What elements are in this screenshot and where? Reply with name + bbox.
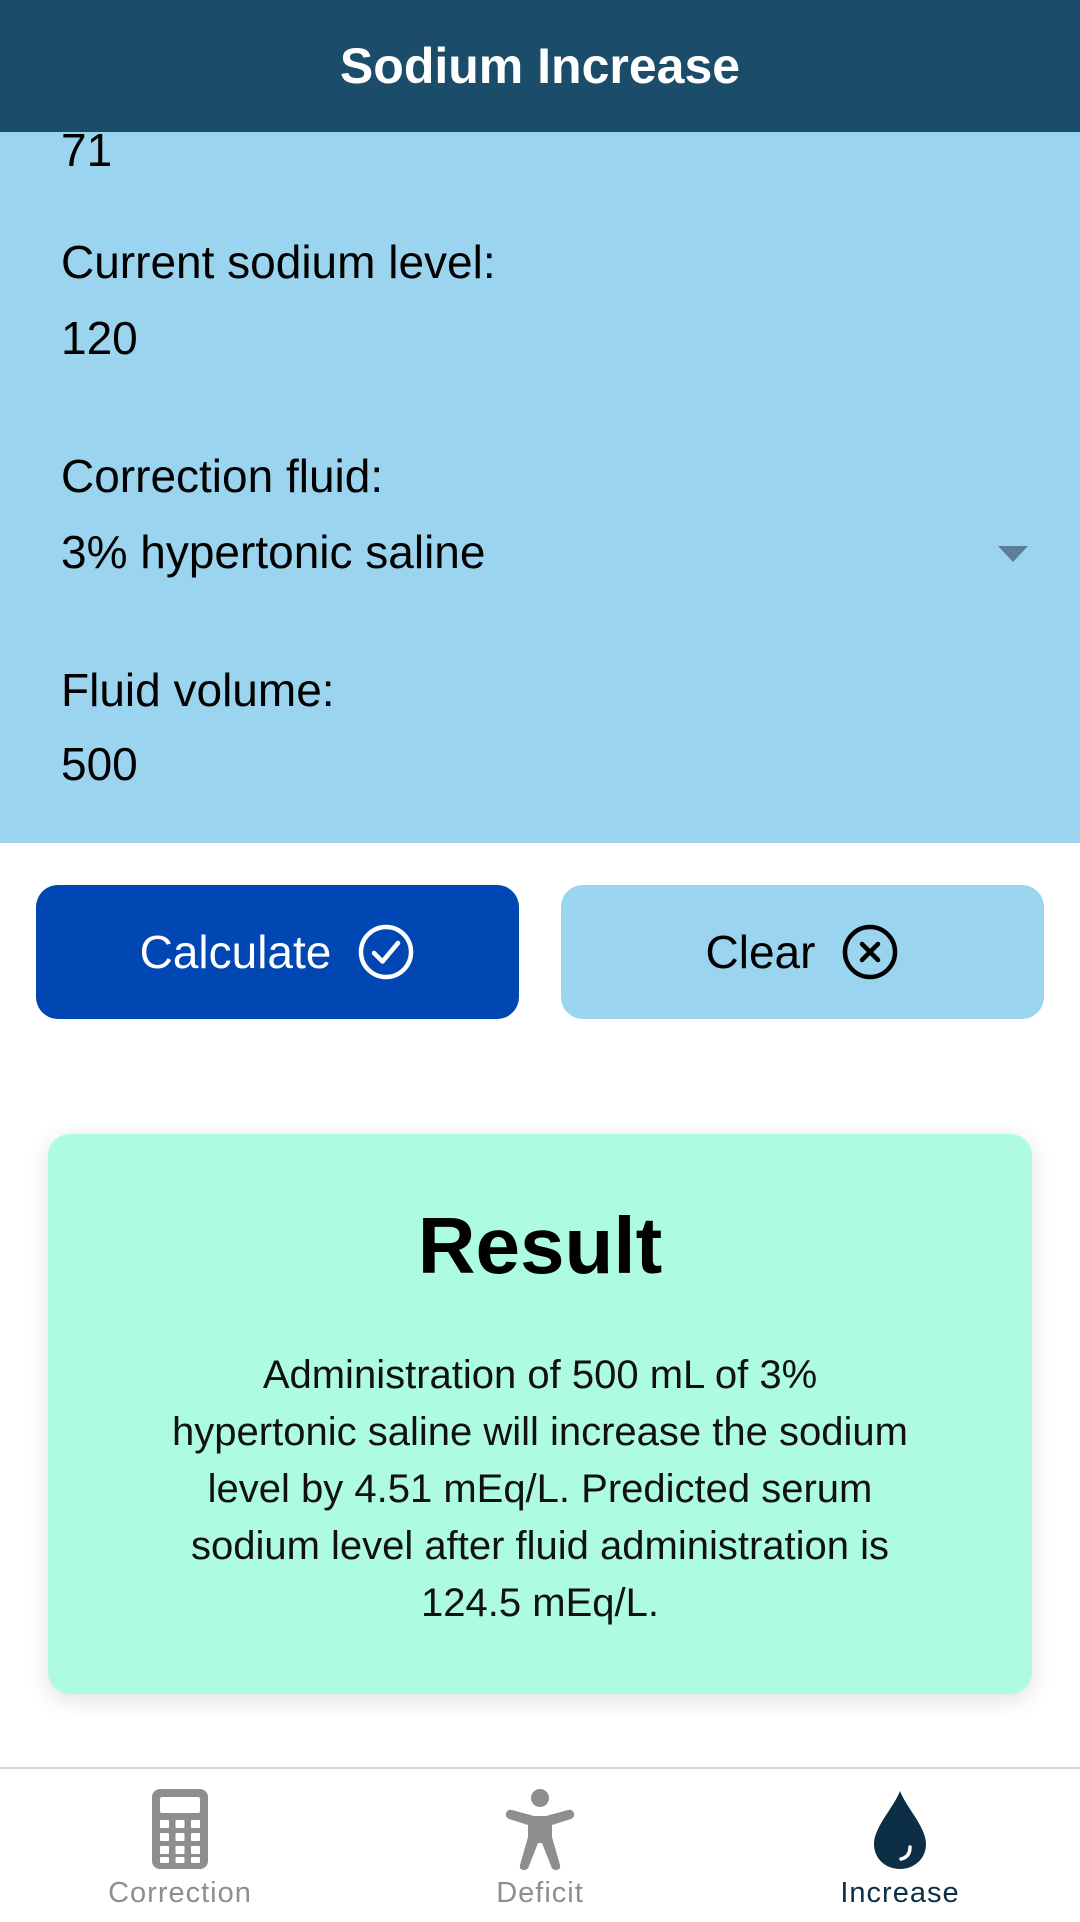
tab-deficit[interactable] [360,1769,720,1922]
correction-fluid-value[interactable]: 3% hypertonic saline [61,526,486,578]
tab-deficit-label: Deficit [496,1877,584,1909]
x-circle-icon [841,923,899,981]
page-title: Sodium Increase [339,38,741,94]
fluid-volume-value[interactable]: 500 [61,738,138,790]
current-sodium-value[interactable]: 120 [61,312,138,364]
current-sodium-field[interactable] [0,302,1080,378]
calculator-icon [140,1787,220,1871]
input-form[interactable] [0,132,1080,843]
fluid-volume-label: Fluid volume: [61,664,335,716]
partial-input-value[interactable]: 71 [61,132,113,176]
check-circle-icon [357,923,415,981]
result-text: Administration of 500 mL of 3% hypertonic saline will increase the sodium level by 4.51 mEq/L. Predicted serum sodium level after fluid administration is 124.5 mEq/L. [172,1353,908,1625]
tab-increase[interactable] [720,1769,1080,1922]
drop-icon [860,1787,940,1871]
person-icon [500,1787,580,1871]
correction-fluid-label: Correction fluid: [61,450,384,502]
clear-button[interactable] [561,885,1044,1019]
clear-button-label: Clear [705,926,816,978]
tab-increase-label: Increase [840,1877,960,1909]
current-sodium-label: Current sodium level: [61,236,496,288]
correction-fluid-select[interactable] [0,516,1080,592]
partial-input-row[interactable] [0,132,1080,188]
result-title: Result [417,1201,663,1290]
fluid-volume-field[interactable] [0,728,1080,804]
tab-correction[interactable] [0,1769,360,1922]
calculate-button[interactable] [36,885,519,1019]
tab-bar [0,1767,1080,1920]
calculate-button-label: Calculate [139,926,332,978]
chevron-down-icon[interactable] [998,546,1028,562]
tab-correction-label: Correction [108,1877,252,1909]
result-card [48,1134,1032,1694]
header [0,0,1080,132]
